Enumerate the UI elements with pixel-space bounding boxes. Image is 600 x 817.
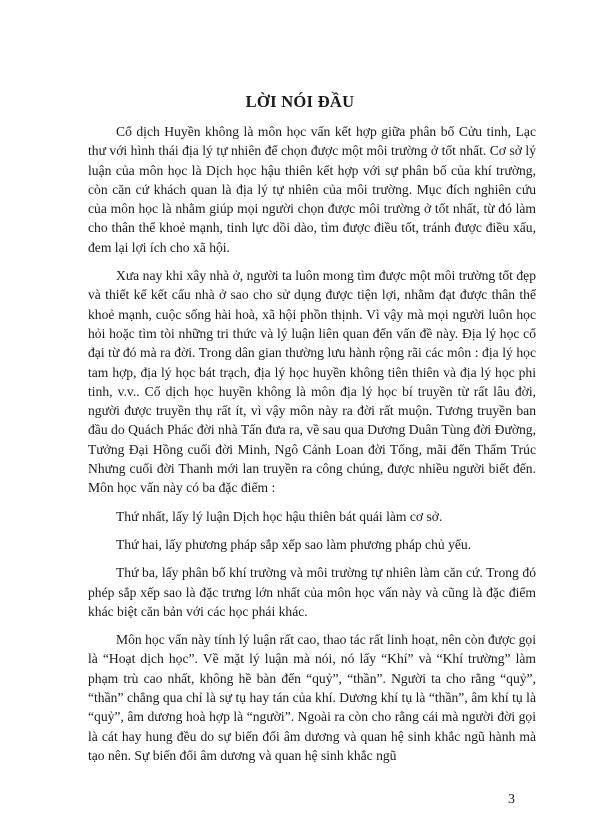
paragraph-2: Xưa nay khi xây nhà ở, người ta luôn mong tìm được một môi trường tốt đẹp và thiết kế kết cấu nhà ở sao cho sử dụng được tiện lợi, nhằm đạt được thân thể khoẻ mạnh, cuộc sống hài hoà, xã hội phồn thịnh. Vì vậy mà mọi người luôn học hỏi hoặc tìm tòi những tri thức và lý luận liên quan đến vấn đề này. Địa lý học cổ đại từ đó mà ra đời. Trong dân gian thường lưu hành rộng rãi các môn : địa lý học tam hợp, địa lý học bát trạch, địa lý học huyền không tiên thiên và địa lý học phi tinh, v.v.. Cổ dịch học huyền không là môn địa lý học bí truyền từ rất lâu đời, người được truyền thụ rất ít, vì vậy môn này ra đời rất muộn. Tương truyền ban đầu do Quách Phác đời nhà Tấn đưa ra, về sau qua Dương Duân Tùng đời Đường, Tưởng Đại Hồng cuối đời Minh, Ngô Cảnh Loan đời Tống, mãi đến Thẩm Trúc Nhưng cuối đời Thanh mới lan truyền ra công chúng, được nhiều người biết đến. Môn học vấn này có ba đặc điểm :: [88, 268, 536, 496]
page-number: 3: [508, 792, 515, 807]
paragraph-6: Môn học vấn này tính lý luận rất cao, thao tác rất linh hoạt, nên còn được gọi là “Hoạt dịch học”. Về mặt lý luận mà nói, nó lấy “Khí” và “Khí trường” làm phạm trù cao nhất, không hề bàn đến “quỷ”, “thần”. Người ta cho rằng “quỷ”, “thần” chẳng qua chỉ là sự tụ hay tán của khí. Dương khí tụ là “thần”, âm khí tụ là “quỷ”, âm dương hoà hợp là “người”. Ngoài ra còn cho rằng cái mà người đời gọi là cát hay hung đều do sự biến đổi âm dương và quan hệ sinh khắc ngũ hành mà tạo nên. Sự biến đổi âm dương và quan hệ sinh khắc ngũ: [88, 632, 536, 763]
paragraph-5: Thứ ba, lấy phân bố khí trường và môi trường tự nhiên làm căn cứ. Trong đó phép sắp xếp sao là đặc trưng lớn nhất của môn học vấn này và cũng là đặc điểm khác biệt căn bản với các học phái khác.: [88, 565, 536, 619]
paragraph-3: Thứ nhất, lấy lý luận Dịch học hậu thiên bát quái làm cơ sở.: [116, 508, 443, 524]
body-text: [88, 122, 536, 774]
page-title: LỜI NÓI ĐẦU: [245, 92, 355, 111]
paragraph-4: Thứ hai, lấy phương pháp sắp xếp sao làm phương pháp chủ yếu.: [116, 536, 472, 552]
paragraph-1: Cổ dịch Huyền không là môn học vấn kết hợp giữa phân bố Cửu tinh, Lạc thư với hình thái địa lý tự nhiên để chọn được một môi trường ở tốt nhất. Cơ sở lý luận của môn học là Dịch học hậu thiên kết hợp với sự phân bố của khí trường, còn căn cứ khách quan là địa lý tự nhiên của môi trường. Mục đích nghiên cứu của môn học là nhằm giúp mọi người chọn được môi trường ở tốt nhất, từ đó làm cho thân thể khoẻ mạnh, tinh lực dồi dào, tìm được điều tốt, tránh được điều xấu, đem lại lợi ích cho xã hội.: [88, 124, 536, 255]
